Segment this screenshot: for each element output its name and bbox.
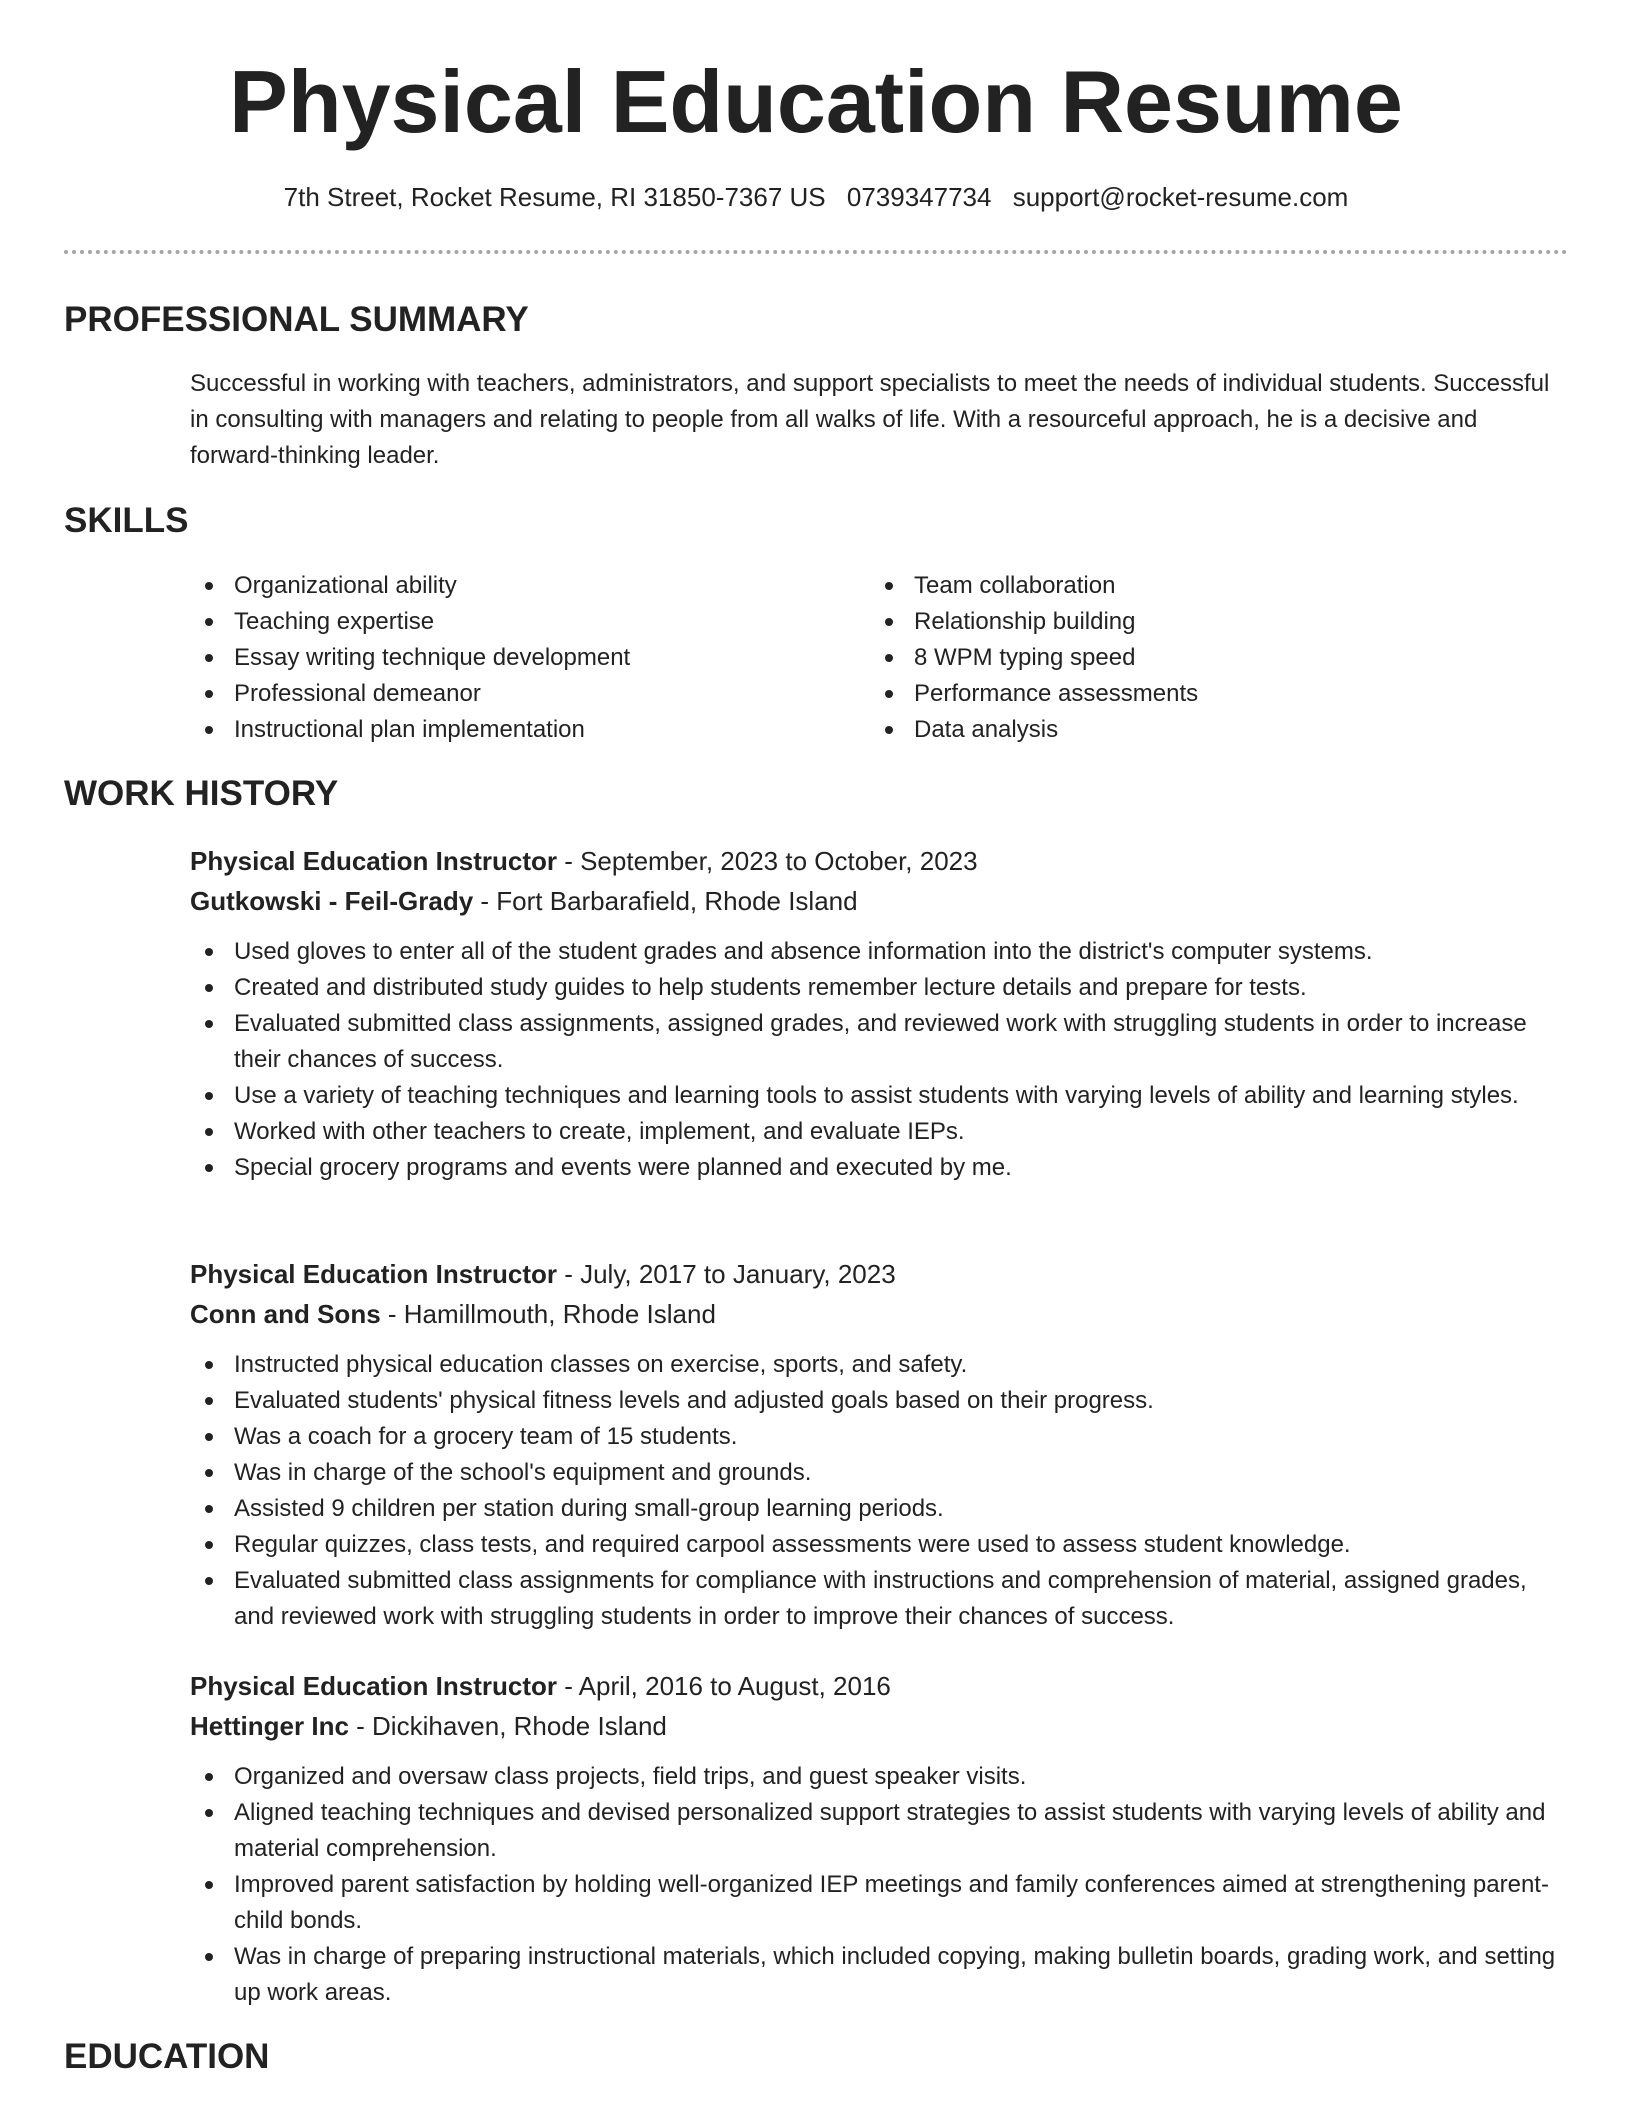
skills-list-right [870, 568, 1530, 748]
skills-heading: SKILLS [64, 501, 189, 540]
skills-list-left [190, 568, 830, 748]
job-company: Conn and Sons [190, 1299, 381, 1329]
skill-item: 8 WPM typing speed [870, 640, 1530, 676]
job-bullet: Assisted 9 children per station during small-group learning periods. [190, 1491, 1570, 1527]
job-bullet: Was in charge of the school's equipment and grounds. [190, 1455, 1570, 1491]
header-divider [64, 250, 1568, 254]
job-dates: - April, 2016 to August, 2016 [556, 1671, 891, 1701]
job-bullet: Instructed physical education classes on exercise, sports, and safety. [190, 1347, 1570, 1383]
job-bullets [190, 934, 1570, 1186]
job-bullet: Organized and oversaw class projects, field trips, and guest speaker visits. [190, 1759, 1570, 1795]
job-bullet: Use a variety of teaching techniques and learning tools to assist students with varying levels of ability and learning styles. [190, 1078, 1570, 1114]
job-title: Physical Education Instructor [190, 1671, 557, 1701]
job-bullet: Evaluated students' physical fitness levels and adjusted goals based on their progress. [190, 1383, 1570, 1419]
job-title: Physical Education Instructor [190, 1259, 557, 1289]
job-location: - Hamillmouth, Rhode Island [380, 1299, 716, 1329]
skill-item: Data analysis [870, 712, 1530, 748]
job-bullet: Was in charge of preparing instructional materials, which included copying, making bulletin boards, grading work, and setting up work areas. [190, 1939, 1570, 2011]
job-company: Gutkowski - Feil-Grady [190, 886, 474, 916]
job-title: Physical Education Instructor [190, 846, 557, 876]
job-dates: - September, 2023 to October, 2023 [556, 846, 978, 876]
job-title-line [190, 1254, 896, 1294]
summary-heading: PROFESSIONAL SUMMARY [64, 300, 529, 339]
education-heading: EDUCATION [64, 2037, 270, 2076]
resume-title: Physical Education Resume [229, 52, 1403, 151]
job-company-line [190, 1294, 716, 1334]
contact-email: support@rocket-resume.com [1012, 182, 1349, 212]
job-dates: - July, 2017 to January, 2023 [556, 1259, 896, 1289]
job-company-line [190, 881, 858, 921]
job-bullets [190, 1759, 1570, 2011]
job-bullets [190, 1347, 1570, 1635]
job-location: - Fort Barbarafield, Rhode Island [473, 886, 858, 916]
job-bullet: Evaluated submitted class assignments, assigned grades, and reviewed work with struggling students in order to increase their chances of success. [190, 1006, 1570, 1078]
contact-address: 7th Street, Rocket Resume, RI 31850-7367 US [283, 182, 826, 212]
job-bullet: Improved parent satisfaction by holding well-organized IEP meetings and family conferences aimed at strengthening parent-child bonds. [190, 1867, 1570, 1939]
job-bullet: Special grocery programs and events were planned and executed by me. [190, 1150, 1570, 1186]
job-bullet: Aligned teaching techniques and devised personalized support strategies to assist students with varying levels of ability and material comprehension. [190, 1795, 1570, 1867]
job-title-line [190, 841, 978, 881]
job-bullet: Evaluated submitted class assignments for compliance with instructions and comprehension of material, assigned grades, and reviewed work with struggling students in order to improve their chances of success. [190, 1563, 1570, 1635]
skill-item: Organizational ability [190, 568, 830, 604]
job-bullet: Used gloves to enter all of the student grades and absence information into the district's computer systems. [190, 934, 1570, 970]
job-company-line [190, 1706, 667, 1746]
job-location: - Dickihaven, Rhode Island [348, 1711, 667, 1741]
skill-item: Performance assessments [870, 676, 1530, 712]
skill-item: Professional demeanor [190, 676, 830, 712]
skill-item: Relationship building [870, 604, 1530, 640]
job-bullet: Was a coach for a grocery team of 15 students. [190, 1419, 1570, 1455]
job-bullet: Worked with other teachers to create, implement, and evaluate IEPs. [190, 1114, 1570, 1150]
work-history-heading: WORK HISTORY [64, 774, 339, 813]
summary-text: Successful in working with teachers, administrators, and support specialists to meet the needs of individual students. Successful in consulting with managers and relating to people from all walks of life. With a resourceful approach, he is a decisive and forward-thinking leader. [190, 370, 1550, 469]
contact-line [0, 182, 1632, 213]
job-title-line [190, 1666, 891, 1706]
skill-item: Team collaboration [870, 568, 1530, 604]
contact-phone: 0739347734 [846, 182, 992, 212]
job-company: Hettinger Inc [190, 1711, 349, 1741]
job-bullet: Created and distributed study guides to help students remember lecture details and prepare for tests. [190, 970, 1570, 1006]
skill-item: Teaching expertise [190, 604, 830, 640]
skill-item: Essay writing technique development [190, 640, 830, 676]
job-bullet: Regular quizzes, class tests, and required carpool assessments were used to assess student knowledge. [190, 1527, 1570, 1563]
skill-item: Instructional plan implementation [190, 712, 830, 748]
